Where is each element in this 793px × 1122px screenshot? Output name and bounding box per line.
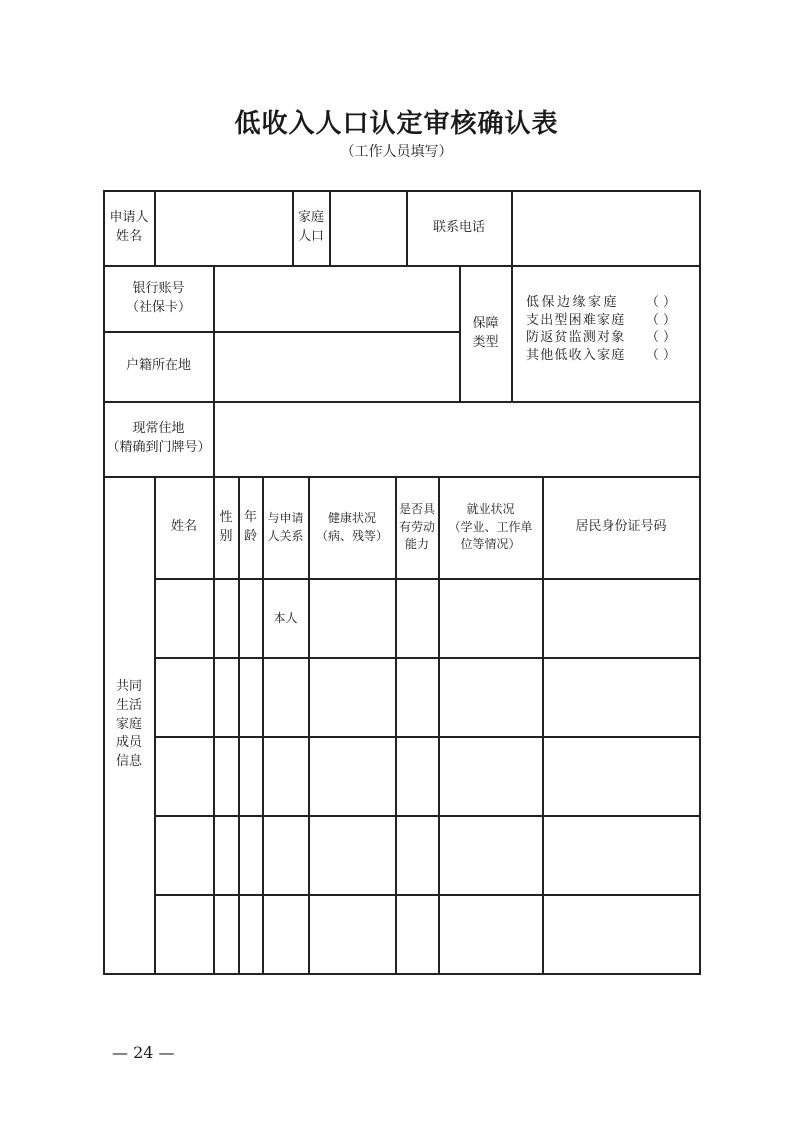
bank-account-label: 银行账号 （社保卡） (125, 280, 191, 315)
current-address-label: 现常住地 （精确到门牌号） (106, 421, 211, 455)
member-header-labor-ability: 是否具 有劳动 能力 (398, 502, 435, 552)
guarantee-option-label: 防返贫监测对象 (526, 330, 626, 345)
current-address-field[interactable] (215, 403, 698, 475)
member-header-relation: 与申请 人关系 (267, 511, 304, 543)
member-header-id-number: 居民身份证号码 (575, 519, 667, 535)
applicant-name-label: 申请人 姓名 (109, 210, 149, 244)
bank-account-field[interactable] (215, 267, 458, 330)
form-subtitle: （工作人员填写） (340, 144, 453, 160)
table-row[interactable] (155, 816, 699, 894)
member-relation-value: 本人 (273, 611, 298, 625)
table-row[interactable] (155, 737, 699, 815)
rule-v-guarantee-right (511, 265, 513, 401)
table-row[interactable] (155, 658, 699, 736)
table-row[interactable] (155, 895, 699, 973)
applicant-name-field[interactable] (156, 192, 291, 264)
member-header-gender: 性 别 (219, 509, 233, 544)
phone-label: 联系电话 (432, 219, 485, 235)
phone-field[interactable] (513, 192, 698, 264)
guarantee-option-checkbox[interactable]: （ ） (645, 347, 676, 363)
household-size-field[interactable] (331, 192, 405, 264)
guarantee-option-poverty-monitoring[interactable] (526, 329, 676, 347)
guarantee-option-label: 其他低收入家庭 (526, 347, 626, 363)
member-header-name: 姓名 (170, 519, 197, 535)
guarantee-option-low-income-edge[interactable] (526, 294, 676, 312)
guarantee-option-label: 支出型困难家庭 (526, 312, 626, 328)
guarantee-type-options (526, 294, 676, 364)
guarantee-option-checkbox[interactable]: （ ） (645, 312, 676, 328)
member-header-employment: 就业状况 （学业、工作单 位等情况） (448, 502, 533, 552)
guarantee-type-label: 保障 类型 (472, 315, 499, 350)
household-registration-label: 户籍所在地 (125, 358, 191, 374)
members-section-label: 共同 生活 家庭 成员 信息 (115, 678, 142, 770)
page-number: — 24 — (112, 1043, 175, 1062)
household-registration-field[interactable] (215, 333, 458, 400)
guarantee-option-checkbox[interactable]: （ ） (645, 330, 676, 345)
table-row[interactable] (155, 579, 699, 657)
guarantee-option-checkbox[interactable]: （ ） (645, 295, 676, 310)
household-size-label: 家庭 人口 (297, 210, 324, 244)
table-border-right (699, 190, 701, 975)
member-header-health: 健康状况 （病、残等） (315, 511, 388, 543)
guarantee-option-expenditure-hardship[interactable] (526, 312, 676, 330)
table-border-bottom (103, 973, 701, 975)
guarantee-option-other-low-income[interactable] (526, 347, 676, 365)
member-header-age: 年 龄 (243, 509, 257, 544)
form-title: 低收入人口认定审核确认表 (234, 109, 559, 139)
guarantee-option-label: 低保边缘家庭 (526, 295, 620, 310)
